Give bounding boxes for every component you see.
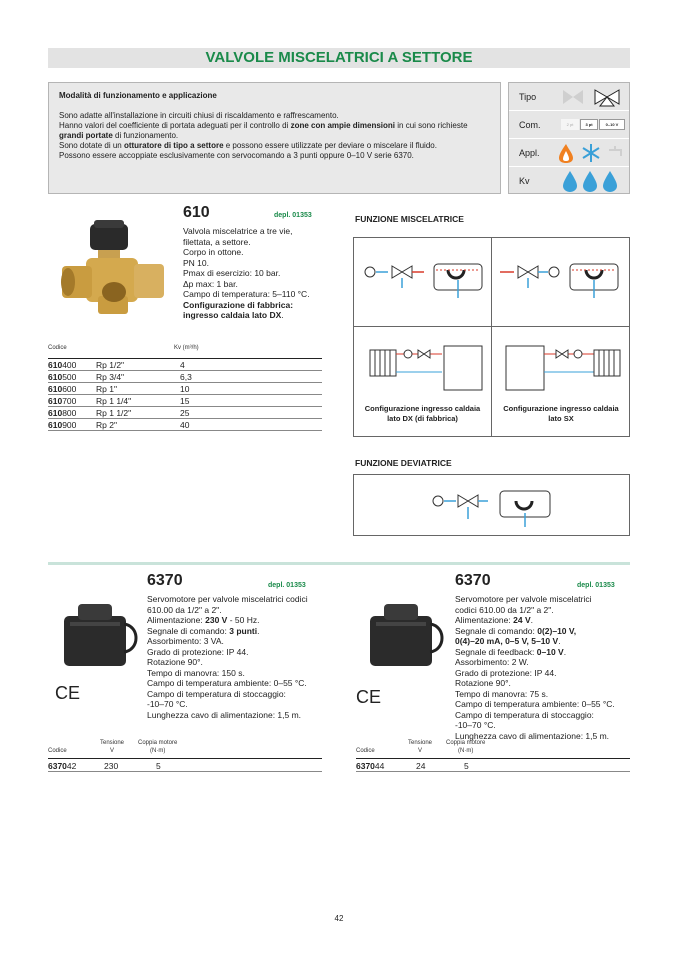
intro-p1: Sono adatte all'installazione in circuiti chiusi di riscaldamento e raffrescamento.	[59, 111, 339, 120]
actuator-2-table: Codice Tensione V Coppia motore (N·m) 6370 44 24 5	[356, 740, 630, 774]
intro-heading: Modalità di funzionamento e applicazione	[59, 91, 217, 100]
prop-row-kv: Kv	[509, 167, 629, 195]
intro-box	[48, 82, 501, 194]
prop-row-com: Com. 2 pt 3 pt 0–10 V	[509, 111, 629, 139]
caption-sx: Configurazione ingresso caldaia lato SX	[503, 404, 619, 423]
actuator-2-depl: depl. 01353	[577, 582, 615, 589]
col-header-kv: Kv (m³/h)	[174, 345, 199, 351]
actuator-2-description: Servomotore per valvole miscelatrici codici 610.00 da 1/2" a 2". Alimentazione: 24 V. Segnale di comando: 0(2)–10 V, 0(4)–20 mA, 0–5 V, 5–10 V. Segnale di feedback: 0–10 V. Assorbimento: 2 W. Grado di protezione: IP 44. Rotazione 90°. Tempo di manovra: 75 s. Campo di temperatura ambiente: 0–55 °C. Campo di temperatura di stoccaggio: -10–70 °C. Lunghezza cavo di alimentazione: 1,5 m.	[455, 594, 615, 741]
com-option-3pt: 3 pt	[580, 119, 598, 130]
install-diagram-dx	[366, 344, 486, 396]
actuator-2-code: 6370	[455, 572, 491, 589]
table-row: 610 900 Rp 2" 40	[48, 420, 322, 431]
drops-icon	[561, 169, 623, 193]
ce-mark-1: CE	[55, 683, 81, 703]
table-row: 6370 44 24 5	[356, 761, 630, 772]
table-row: 610 600 Rp 1" 10	[48, 384, 322, 395]
valve-table	[48, 345, 322, 440]
page-title-bar	[48, 48, 630, 68]
table-row: 6370 42 230 5	[48, 761, 322, 772]
section-separator	[48, 562, 630, 565]
caption-dx: Configurazione ingresso caldaia lato DX (di fabbrica)	[364, 404, 481, 423]
snowflake-icon	[583, 144, 599, 162]
application-icons	[555, 142, 629, 164]
actuator-24v-image	[364, 598, 450, 670]
page-title: VALVOLE MISCELATRICI A SETTORE	[205, 49, 473, 66]
col-header-code: Codice	[48, 345, 67, 351]
com-option-0-10v: 0–10 V	[599, 119, 625, 130]
actuator-230v-image	[58, 598, 144, 670]
valve-type-icon	[561, 87, 627, 107]
valve-610-image	[58, 218, 170, 318]
table-row: 610 700 Rp 1 1/4" 15	[48, 396, 322, 407]
page-number: 42	[334, 914, 344, 923]
actuator-1-description: Servomotore per valvole miscelatrici codici 610.00 da 1/2" a 2". Alimentazione: 230 V - 50 Hz. Segnale di comando: 3 punti. Assorbimento: 3 VA. Grado di protezione: IP 44. Rotazione 90°. Tempo di manovra: 150 s. Campo di temperatura ambiente: 0–55 °C. Campo di temperatura di stoccaggio: -10–70 °C. Lunghezza cavo di alimentazione: 1,5 m.	[147, 594, 308, 720]
table-row: 610 800 Rp 1 1/2" 25	[48, 408, 322, 419]
intro-p2: Hanno valori del coefficiente di portata adeguati per il controllo di zone con ampie dimensioni in cui sono richieste grandi portate di funzionamento.	[59, 121, 468, 140]
div-schematic	[428, 483, 558, 531]
actuator-1-table: Codice Tensione V Coppia motore (N·m) 6370 42 230 5	[48, 740, 322, 774]
mix-schematic-dx	[360, 258, 488, 308]
mix-schematic-sx	[496, 258, 626, 308]
div-diagram-box	[353, 474, 630, 536]
mix-function-title: FUNZIONE MISCELATRICE	[355, 214, 464, 224]
div-function-title: FUNZIONE DEVIATRICE	[355, 458, 452, 468]
install-diagram-sx	[502, 344, 626, 396]
mix-diagram-box	[353, 237, 630, 437]
prop-row-tipo: Tipo	[509, 83, 629, 111]
valve-code: 610	[183, 204, 210, 221]
prop-row-appl: Appl.	[509, 139, 629, 167]
valve-depl: depl. 01353	[274, 212, 312, 219]
intro-p4: Possono essere accoppiate esclusivamente con servocomando a 3 punti oppure 0–10 V serie 6370.	[59, 151, 414, 160]
tap-icon	[609, 146, 621, 156]
ce-mark-2: CE	[356, 687, 382, 707]
actuator-1-depl: depl. 01353	[268, 582, 306, 589]
actuator-1-code: 6370	[147, 572, 183, 589]
com-option-2pt: 2 pt	[561, 119, 579, 130]
intro-p3: Sono dotate di un otturatore di tipo a settore e possono essere utilizzate per deviare o miscelare il fluido.	[59, 141, 437, 150]
table-row: 610 400 Rp 1/2" 4	[48, 360, 322, 371]
table-row: 610 500 Rp 3/4" 6,3	[48, 372, 322, 383]
properties-box	[508, 82, 630, 194]
valve-description: Valvola miscelatrice a tre vie, filettata, a settore. Corpo in ottone. PN 10. Pmax di esercizio: 10 bar. Δp max: 1 bar. Campo di temperatura: 5–110 °C. Configurazione di fabbrica: ingresso caldaia lato DX.	[183, 226, 310, 320]
